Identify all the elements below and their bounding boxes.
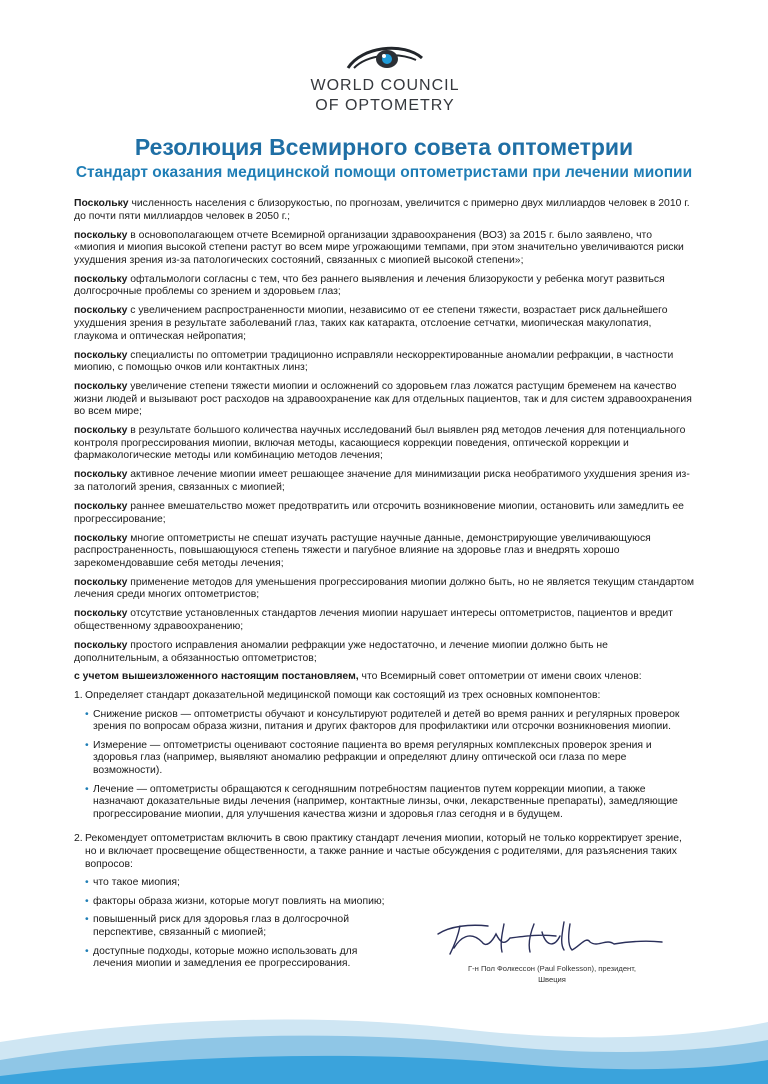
item-number: 1. bbox=[74, 690, 83, 702]
whereas-clause bbox=[74, 501, 696, 526]
logo-line-1: WORLD COUNCIL bbox=[310, 77, 460, 94]
logo-line-2: OF OPTOMETRY bbox=[315, 97, 455, 114]
whereas-lead: поскольку bbox=[74, 229, 128, 241]
document-body bbox=[74, 198, 696, 983]
whereas-clause bbox=[74, 469, 696, 494]
resolved-text: что Всемирный совет оптометрии от имени своих членов: bbox=[358, 671, 642, 683]
signature-caption bbox=[452, 963, 652, 985]
signature-image bbox=[430, 912, 670, 962]
whereas-list bbox=[74, 198, 696, 665]
whereas-lead: поскольку bbox=[74, 501, 128, 512]
signature-country: Швеция bbox=[538, 975, 566, 984]
whereas-text: применение методов для уменьшения прогрессирования миопии должно быть, но не является текущим стандартом лечения среди многих оптометристов; bbox=[74, 576, 695, 601]
bullet-item bbox=[85, 896, 395, 909]
bullet-item bbox=[85, 877, 395, 890]
whereas-lead: Поскольку bbox=[74, 198, 129, 209]
bullet-text: Лечение — оптометристы обращаются к сегодняшним потребностям пациентов путем коррекции миопии, а также назначают доказательные виды лечения (например, контактные линзы, очки, лекарственные препараты), замедляющие прогрессирование миопии, для улучшения качества жизни и здоровья глаз сегодня и в будущем. bbox=[93, 783, 678, 820]
document-subtitle: Стандарт оказания медицинской помощи оптометристами при лечении миопии bbox=[75, 164, 693, 181]
footer-waves bbox=[0, 1000, 768, 1084]
whereas-text: отсутствие установленных стандартов лечения миопии нарушает интересы оптометристов, пациентов и вредит общественному здравоохранению; bbox=[74, 608, 673, 632]
whereas-text: раннее вмешательство может предотвратить или отсрочить возникновение миопии, остановить или замедлить ее прогрессирование; bbox=[74, 501, 684, 525]
wco-logo bbox=[300, 40, 470, 114]
whereas-clause bbox=[74, 230, 696, 268]
item-bullet-list bbox=[85, 709, 696, 822]
whereas-lead: поскольку bbox=[74, 381, 128, 393]
whereas-text: увеличение степени тяжести миопии и осложнений со здоровьем глаз ложатся растущим бременем на качество жизни людей и вызывают рост расходов на здравоохранение как для отдельных пациентов, так и для систем здравоохранения во всем мире; bbox=[74, 381, 692, 418]
signature-name: Г-н Пол Фолкессон (Paul Folkesson), президент, bbox=[468, 964, 636, 973]
whereas-lead: поскольку bbox=[74, 608, 128, 620]
bullet-text: Измерение — оптометристы оценивают состояние пациента во время регулярных комплексных проверок зрения и здоровья глаз (например, выявляют аномалию рефракции и определяют длину оптической оси глаза по мере возможности). bbox=[93, 739, 652, 777]
whereas-clause bbox=[74, 577, 696, 602]
whereas-clause bbox=[74, 425, 696, 463]
whereas-clause bbox=[74, 274, 696, 299]
item-body bbox=[85, 690, 696, 827]
whereas-text: в основополагающем отчете Всемирной организации здравоохранения (ВОЗ) за 2015 г. было заявлено, что «миопия и миопия высокой степени растут во всем мире угрожающими темпами, при этом значительно увеличиваются риски ухудшения зрения из-за патологических состояний, связанных с миопией высокой степени»; bbox=[74, 229, 684, 266]
resolved-lead: с учетом вышеизложенного настоящим постановляем, bbox=[74, 671, 359, 683]
whereas-clause bbox=[74, 198, 696, 223]
bullet-icon: • bbox=[85, 783, 89, 795]
whereas-text: активное лечение миопии имеет решающее значение для минимизации риска необратимого ухудшения зрения из-за патологий зрения, связанных с миопией; bbox=[74, 469, 690, 494]
whereas-clause bbox=[74, 350, 696, 375]
whereas-clause bbox=[74, 381, 696, 419]
whereas-lead: поскольку bbox=[74, 273, 128, 285]
item-text: Рекомендует оптометристам включить в свою практику стандарт лечения миопии, который не только корректирует зрение, но и включает просвещение общественности, а также ранние и частые обсуждения с родителями, для разъяснения таких вопросов: bbox=[85, 833, 682, 870]
bullet-icon: • bbox=[85, 914, 89, 926]
whereas-lead: поскольку bbox=[74, 349, 128, 361]
bullet-text: повышенный риск для здоровья глаз в долгосрочной перспективе, связанный с миопией; bbox=[93, 914, 349, 938]
bullet-text: доступные подходы, которые можно использовать для лечения миопии и замедления ее прогрессирования. bbox=[93, 945, 358, 970]
whereas-text: в результате большого количества научных исследований был выявлен ряд методов лечения для потенциального контроля прогрессирования миопии, включая методы, касающиеся коррекции поведения, оптической коррекции и фармакологические методы или комбинацию методов лечения; bbox=[74, 425, 686, 462]
bullet-item bbox=[85, 740, 696, 778]
whereas-lead: поскольку bbox=[74, 425, 128, 437]
bullet-text: что такое миопия; bbox=[93, 877, 180, 889]
whereas-text: многие оптометристы не спешат изучать растущие научные данные, демонстрирующие увеличивающуюся распространенность, повышающуюся степень тяжести и пагубное влияние на здоровье глаз и внедрять хорошо зарекомендовавшие себя методы лечения; bbox=[74, 532, 651, 569]
bullet-icon: • bbox=[85, 708, 89, 720]
bullet-item bbox=[85, 709, 696, 734]
bullet-icon: • bbox=[85, 945, 89, 957]
bullet-icon: • bbox=[85, 739, 89, 751]
whereas-text: простого исправления аномалии рефракции уже недостаточно, и лечение миопии должно быть не дополнительным, а обязанностью оптометристов; bbox=[74, 639, 608, 664]
whereas-text: численность населения с близорукостью, по прогнозам, увеличится с примерно двух миллиардов человек в 2010 г. до почти пяти миллиардов человек в 2050 г.; bbox=[74, 198, 690, 222]
resolved-clause bbox=[74, 671, 696, 684]
eye-icon bbox=[344, 40, 426, 74]
document-title: Резолюция Всемирного совета оптометрии bbox=[134, 134, 634, 160]
whereas-clause bbox=[74, 608, 696, 633]
resolution-item bbox=[74, 690, 696, 827]
item-text: Определяет стандарт доказательной медицинской помощи как состоящий из трех основных компонентов: bbox=[85, 690, 601, 702]
bullet-icon: • bbox=[85, 877, 89, 889]
bullet-text: факторы образа жизни, которые могут повлиять на миопию; bbox=[93, 895, 385, 907]
bullet-item bbox=[85, 914, 395, 939]
whereas-clause bbox=[74, 305, 696, 343]
whereas-text: с увеличением распространенности миопии, независимо от ее степени тяжести, возрастает риск дальнейшего ухудшения зрения в результате заболеваний глаз, таких как катаракта, отслоение сетчатки, миопическая макулопатия, глаукома и оптическая нейропатия; bbox=[74, 305, 668, 342]
item-number: 2. bbox=[74, 833, 83, 845]
bullet-icon: • bbox=[85, 895, 89, 907]
whereas-lead: поскольку bbox=[74, 469, 128, 481]
item-bullet-list bbox=[85, 877, 395, 971]
whereas-lead: поскольку bbox=[74, 576, 128, 588]
bullet-item bbox=[85, 946, 395, 971]
bullet-item bbox=[85, 784, 696, 822]
whereas-text: специалисты по оптометрии традиционно исправляли нескорректированные аномалии рефракции, в частности миопию, с помощью очков или контактных линз; bbox=[74, 349, 674, 374]
whereas-lead: поскольку bbox=[74, 305, 128, 317]
bullet-text: Снижение рисков — оптометристы обучают и консультируют родителей и детей во время ранних и регулярных проверок зрения по вопросам образа жизни, питания и других факторов для профилактики или отсрочки возникновения миопии. bbox=[93, 708, 680, 733]
whereas-lead: поскольку bbox=[74, 532, 128, 544]
whereas-text: офтальмологи согласны с тем, что без раннего выявления и лечения близорукости у ребенка могут развиться долгосрочные проблемы со зрением и здоровьем глаз; bbox=[74, 273, 665, 298]
whereas-clause bbox=[74, 533, 696, 571]
whereas-lead: поскольку bbox=[74, 639, 128, 651]
whereas-clause bbox=[74, 640, 696, 665]
